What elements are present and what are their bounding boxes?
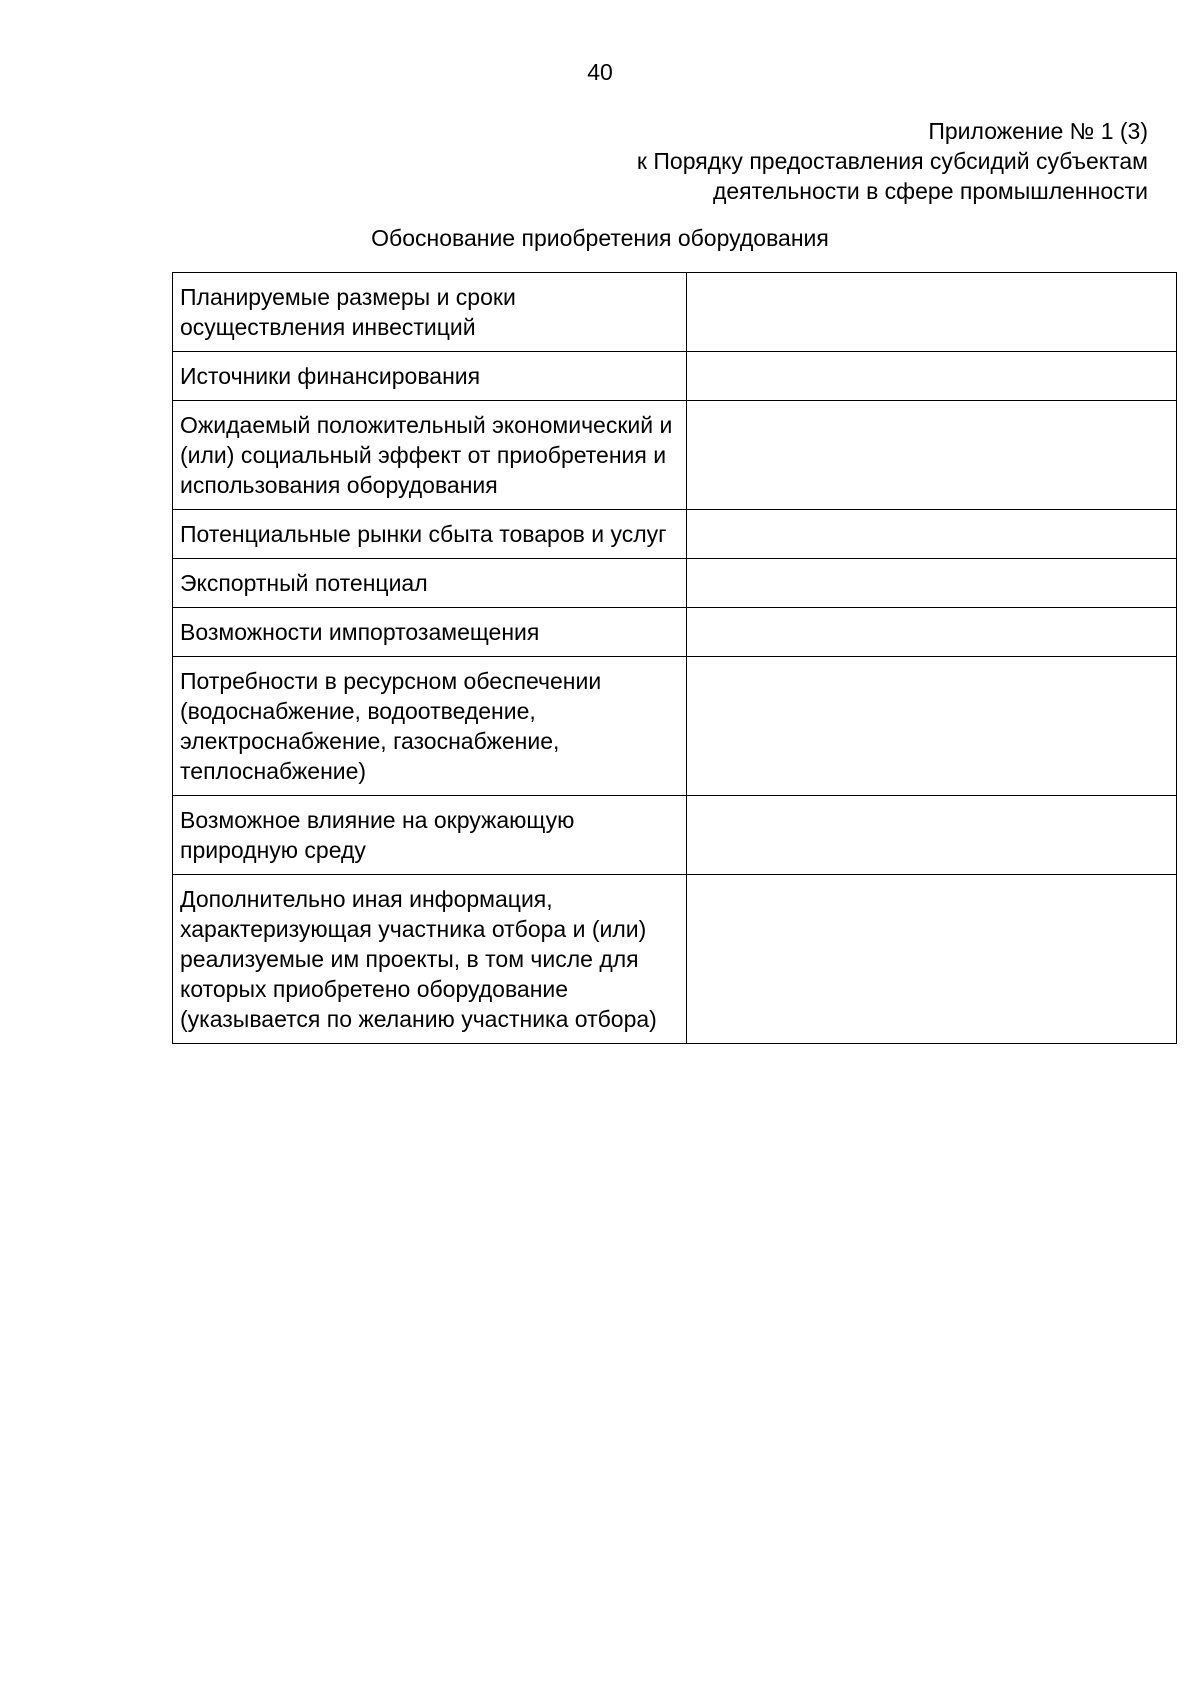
- row-value-cell[interactable]: [687, 559, 1177, 608]
- table-row: [173, 273, 1177, 352]
- appendix-line-3: деятельности в сфере промышленности: [712, 178, 1148, 204]
- justification-table: [172, 272, 1177, 1044]
- appendix-line-2: к Порядку предоставления субсидий субъектам: [636, 148, 1148, 174]
- row-value-cell[interactable]: [687, 510, 1177, 559]
- table-row: [173, 352, 1177, 401]
- row-value-cell[interactable]: [687, 657, 1177, 796]
- row-value-cell[interactable]: [687, 796, 1177, 875]
- row-value-cell[interactable]: [687, 875, 1177, 1044]
- table-row: [173, 657, 1177, 796]
- table-row: [173, 796, 1177, 875]
- row-label: Потребности в ресурсном обеспечении (водоснабжение, водоотведение, электроснабжение, газоснабжение, теплоснабжение): [173, 657, 687, 796]
- page-number: 40: [587, 59, 613, 85]
- table-row: [173, 875, 1177, 1044]
- row-label: Возможное влияние на окружающую природную среду: [173, 796, 687, 875]
- row-value-cell[interactable]: [687, 401, 1177, 510]
- row-label: Экспортный потенциал: [173, 559, 687, 608]
- table-row: [173, 559, 1177, 608]
- row-value-cell[interactable]: [687, 608, 1177, 657]
- row-value-cell[interactable]: [687, 273, 1177, 352]
- table-row: [173, 608, 1177, 657]
- row-label: Возможности импортозамещения: [173, 608, 687, 657]
- row-label: Источники финансирования: [173, 352, 687, 401]
- row-label: Дополнительно иная информация, характеризующая участника отбора и (или) реализуемые им проекты, в том числе для которых приобретено оборудование (указывается по желанию участника отбора): [173, 875, 687, 1044]
- row-label: Ожидаемый положительный экономический и (или) социальный эффект от приобретения и использования оборудования: [173, 401, 687, 510]
- table-row: [173, 401, 1177, 510]
- table-row: [173, 510, 1177, 559]
- document-title: Обоснование приобретения оборудования: [371, 225, 829, 251]
- appendix-line-1: Приложение № 1 (3): [928, 118, 1148, 144]
- appendix-header: [637, 116, 1148, 206]
- row-label: Потенциальные рынки сбыта товаров и услуг: [173, 510, 687, 559]
- row-label: Планируемые размеры и сроки осуществления инвестиций: [173, 273, 687, 352]
- row-value-cell[interactable]: [687, 352, 1177, 401]
